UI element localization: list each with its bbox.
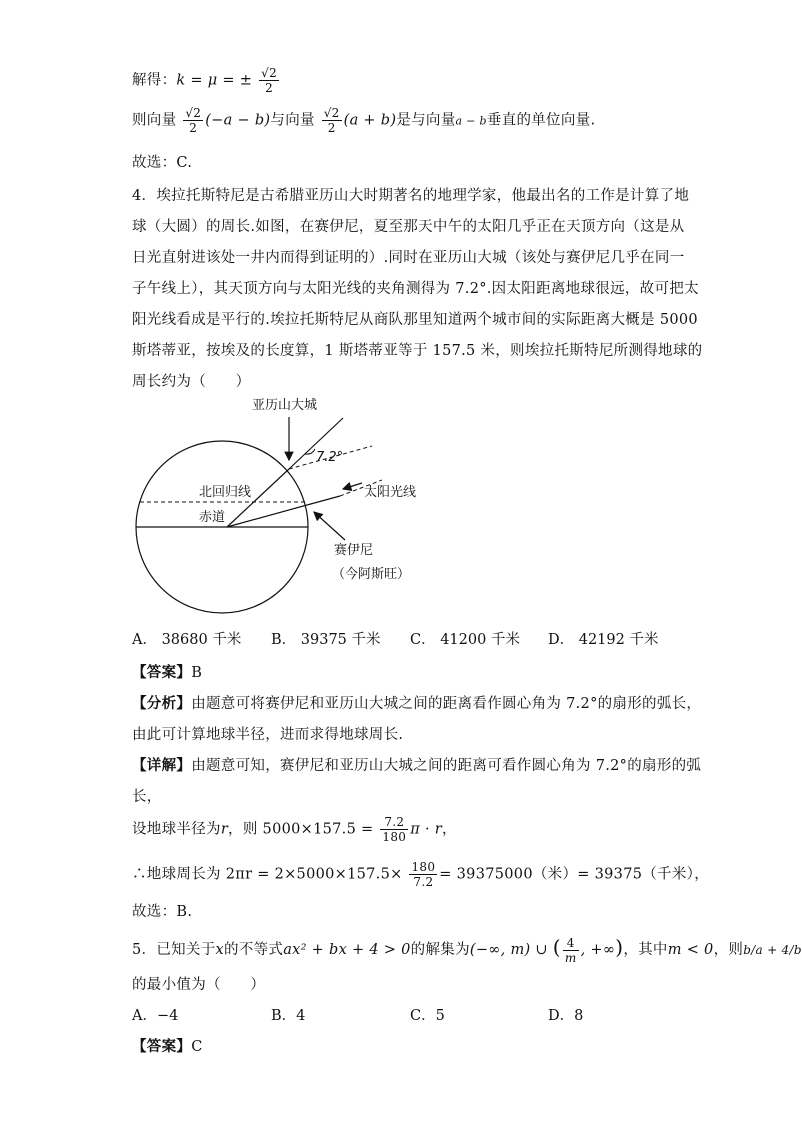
q5-option-d: D．8 bbox=[548, 1008, 584, 1024]
label-angle: 7.2° bbox=[316, 450, 344, 465]
syene-zenith-line bbox=[307, 496, 340, 505]
analysis-text: 由题意可将赛伊尼和亚历山大城之间的距离看作圆心角为 7.2°的扇形的弧长， bbox=[191, 696, 702, 712]
circumference-fraction bbox=[409, 860, 437, 889]
text-fragment: 5．已知关于 bbox=[132, 942, 216, 958]
answer-tag: 【答案】 bbox=[132, 1038, 192, 1055]
q4-line-1: 4．埃拉托斯特尼是古希腊亚历山大时期著名的地理学家，他最出名的工作是计算了地 bbox=[132, 188, 690, 204]
q5-line-2: 的最小值为（ ） bbox=[132, 977, 266, 993]
text-fragment: 垂直的单位向量. bbox=[486, 112, 596, 129]
solution-set-1: (−∞, m) ∪ bbox=[469, 942, 548, 958]
text-fragment: 是与向量 bbox=[396, 112, 456, 129]
text-fragment: ，则 5000×157.5 = bbox=[228, 821, 374, 838]
q4-line-5: 阳光线看成是平行的.埃拉托斯特尼从商队那里知道两个城市间的实际距离大概是 5000 bbox=[132, 312, 698, 328]
q4-detail-1 bbox=[132, 754, 701, 775]
vector-expression-1: (−a − b) bbox=[205, 112, 271, 129]
radius-symbol: r bbox=[220, 821, 229, 838]
sunlight-arrow bbox=[343, 483, 362, 489]
q5-option-a: A．−4 bbox=[132, 1008, 179, 1024]
detail-text: 由题意可知，赛伊尼和亚历山大城之间的距离可看作圆心角为 7.2°的扇形的弧 bbox=[191, 758, 702, 774]
q4-answer bbox=[132, 661, 202, 682]
q4-option-c: C． 41200 千米 bbox=[410, 632, 520, 648]
variable-x: x bbox=[215, 942, 225, 958]
q4-option-d: D． 42192 千米 bbox=[548, 632, 659, 648]
four-over-m-fraction bbox=[563, 936, 579, 965]
text-fragment: ，则 bbox=[713, 942, 744, 958]
answer-value: C bbox=[191, 1039, 203, 1055]
text-fragment: 设地球半径为 bbox=[132, 821, 221, 838]
solution-set-2: , +∞ bbox=[580, 942, 616, 958]
solution-choose: 故选：C. bbox=[132, 155, 193, 171]
q4-line-7: 周长约为（ ） bbox=[132, 374, 251, 390]
fraction-denominator: 180 bbox=[382, 830, 407, 844]
label-sunlight: 太阳光线 bbox=[364, 485, 417, 500]
q5-option-c: C．5 bbox=[410, 1008, 445, 1024]
label-equator: 赤道 bbox=[199, 510, 226, 525]
math-fragment: π · r bbox=[410, 821, 443, 838]
inequality: ax² + bx + 4 > 0 bbox=[283, 942, 411, 958]
q5-answer bbox=[132, 1035, 203, 1056]
target-expression: b/a + 4/b bbox=[743, 943, 802, 957]
label-tropic: 北回归线 bbox=[199, 485, 252, 500]
fraction-denominator: 2 bbox=[189, 121, 198, 135]
detail-tag: 【详解】 bbox=[132, 757, 192, 774]
condition: m < 0 bbox=[667, 942, 714, 958]
text-fragment: ∴地球周长为 2πr = 2×5000×157.5× bbox=[132, 866, 403, 883]
text-fragment: 的不等式 bbox=[224, 942, 284, 958]
solution-math: k = μ = ± bbox=[176, 72, 253, 89]
vector-expression-2: (a + b) bbox=[343, 112, 397, 129]
text-fragment: ， bbox=[442, 821, 457, 838]
label-syene: 赛伊尼 bbox=[334, 543, 374, 558]
angle-fraction bbox=[380, 815, 408, 844]
fraction-denominator: 2 bbox=[265, 81, 274, 95]
fraction-denominator: 2 bbox=[327, 121, 336, 135]
fraction-numerator: √2 bbox=[185, 106, 202, 120]
label-syene-note: （今阿斯旺） bbox=[332, 567, 411, 582]
q5-option-b: B．4 bbox=[271, 1008, 306, 1024]
analysis-tag: 【分析】 bbox=[132, 695, 192, 712]
text-fragment: = 39375000（米）= 39375（千米）， bbox=[439, 866, 709, 883]
text-fragment: 的解集为 bbox=[410, 942, 470, 958]
label-alexandria: 亚历山大城 bbox=[252, 398, 318, 413]
q4-option-b: B． 39375 千米 bbox=[271, 632, 381, 648]
fraction-numerator: 180 bbox=[411, 860, 436, 874]
text-fragment: ，其中 bbox=[623, 942, 668, 958]
close-paren: ) bbox=[615, 935, 624, 959]
q4-line-4: 子午线上），其天顶方向与太阳光线的夹角测得为 7.2°.因太阳距离地球很远，故可把太 bbox=[132, 281, 699, 297]
solution-label: 解得： bbox=[132, 72, 177, 89]
text-fragment: 则向量 bbox=[132, 112, 177, 129]
answer-value: B bbox=[191, 665, 203, 681]
syene-arrow bbox=[314, 512, 345, 540]
q4-analysis-2: 由此可计算地球半径，进而求得地球周长. bbox=[132, 727, 404, 743]
q4-option-a: A． 38680 千米 bbox=[132, 632, 242, 648]
fraction-numerator: √2 bbox=[323, 106, 340, 120]
q4-radius-equation bbox=[132, 815, 457, 844]
text-fragment: 与向量 bbox=[270, 112, 315, 129]
fraction-numerator: √2 bbox=[261, 66, 278, 80]
fraction-numerator: 7.2 bbox=[380, 815, 408, 830]
q4-detail-2: 长， bbox=[132, 789, 162, 805]
q5-line-1 bbox=[132, 935, 802, 965]
q4-line-3: 日光直射进该处一井内而得到证明的）.同时在亚历山大城（该处与赛伊尼几乎在同一 bbox=[132, 250, 685, 266]
q4-analysis-1 bbox=[132, 692, 701, 713]
q4-line-6: 斯塔蒂亚，按埃及的长度算，1 斯塔蒂亚等于 157.5 米，则埃拉托斯特尼所测得地球的 bbox=[132, 343, 703, 359]
vector-expression-3: a − b bbox=[455, 114, 487, 128]
open-paren: ( bbox=[552, 935, 561, 959]
fraction-numerator: 4 bbox=[563, 936, 579, 951]
answer-tag: 【答案】 bbox=[132, 664, 192, 681]
q4-choose: 故选：B. bbox=[132, 904, 193, 920]
fraction-denominator: 7.2 bbox=[413, 875, 434, 889]
q4-circumference-equation bbox=[132, 860, 709, 889]
fraction-denominator: m bbox=[564, 950, 577, 965]
q4-line-2: 球（大圆）的周长.如图，在赛伊尼，夏至那天中午的太阳几乎正在天顶方向（这是从 bbox=[132, 219, 685, 235]
